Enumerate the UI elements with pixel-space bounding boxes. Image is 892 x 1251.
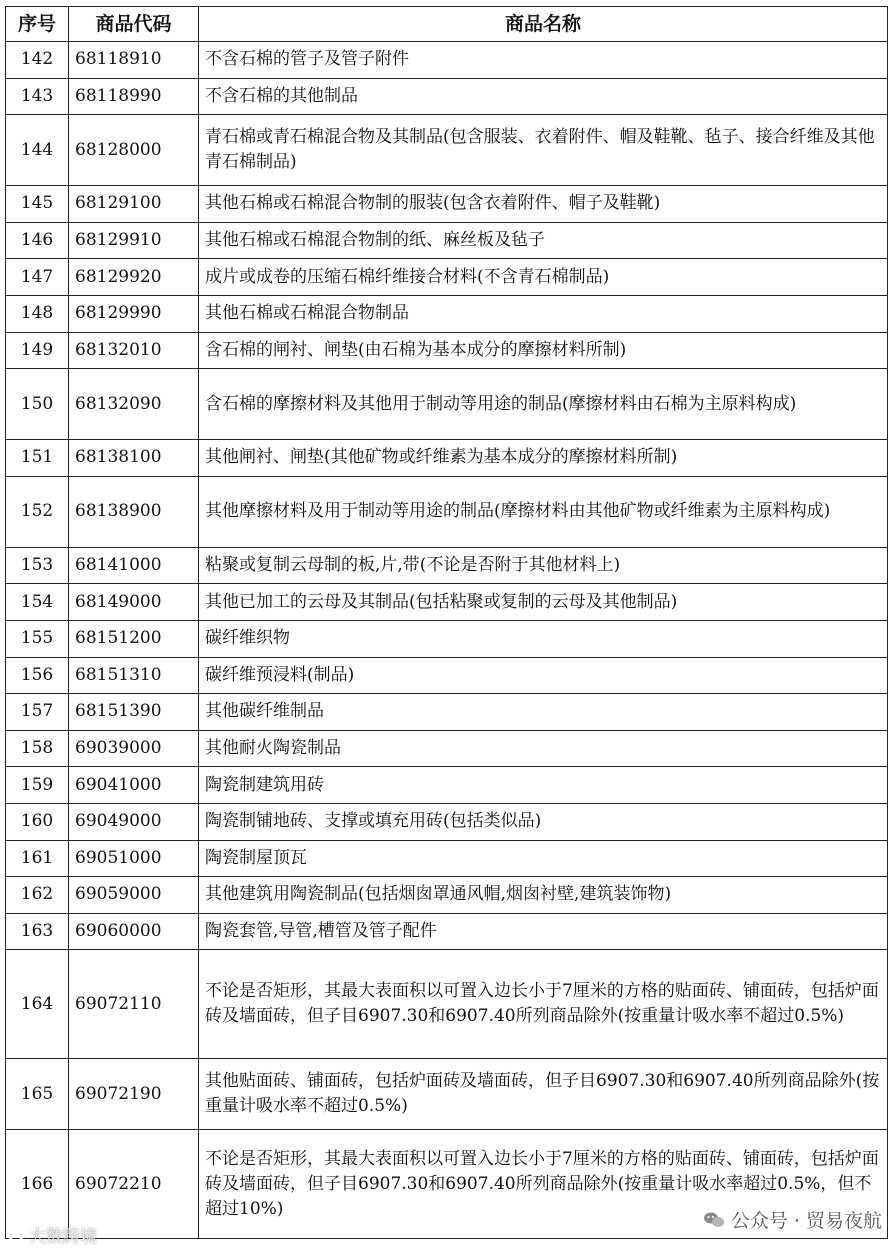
- row-code: 68118990: [69, 78, 199, 115]
- header-seq: 序号: [6, 7, 69, 42]
- row-name: 不论是否矩形，其最大表面积以可置入边长小于7厘米的方格的贴面砖、铺面砖，包括炉面砖及墙面砖，但子目6907.30和6907.40所列商品除外(按重量计吸水率超过0.5%，但不超过10%): [199, 1130, 888, 1239]
- watermark-right-text: 公众号 · 贸易夜航: [730, 1210, 882, 1232]
- row-seq: 163: [6, 913, 69, 950]
- row-code: 69072190: [69, 1059, 199, 1130]
- row-seq: 158: [6, 730, 69, 767]
- table-row: [6, 767, 888, 804]
- table-row: [6, 1059, 888, 1130]
- row-code: 68151390: [69, 694, 199, 731]
- row-seq: 144: [6, 115, 69, 186]
- watermark-right: [703, 1206, 882, 1233]
- row-code: 69060000: [69, 913, 199, 950]
- table-row: [6, 950, 888, 1059]
- row-name: 其他建筑用陶瓷制品(包括烟囱罩通风帽,烟囱衬壁,建筑装饰物): [199, 877, 888, 914]
- row-code: 68138900: [69, 476, 199, 547]
- row-name: 陶瓷套管,导管,槽管及管子配件: [199, 913, 888, 950]
- table-row: [6, 730, 888, 767]
- table-row: [6, 115, 888, 186]
- row-code: 68132010: [69, 332, 199, 369]
- row-code: 68151310: [69, 657, 199, 694]
- table-row: [6, 913, 888, 950]
- row-name: 不含石棉的管子及管子附件: [199, 42, 888, 79]
- row-seq: 149: [6, 332, 69, 369]
- row-seq: 166: [6, 1130, 69, 1239]
- table-row: [6, 259, 888, 296]
- row-code: 68129920: [69, 259, 199, 296]
- row-code: 69051000: [69, 840, 199, 877]
- row-name: 不含石棉的其他制品: [199, 78, 888, 115]
- row-seq: 142: [6, 42, 69, 79]
- row-seq: 160: [6, 803, 69, 840]
- row-seq: 165: [6, 1059, 69, 1130]
- table-row: [6, 584, 888, 621]
- row-name: 其他石棉或石棉混合物制的服装(包含衣着附件、帽子及鞋靴): [199, 186, 888, 223]
- row-seq: 161: [6, 840, 69, 877]
- row-seq: 145: [6, 186, 69, 223]
- row-name: 含石棉的闸衬、闸垫(由石棉为基本成分的摩擦材料所制): [199, 332, 888, 369]
- row-seq: 153: [6, 547, 69, 584]
- table-row: [6, 186, 888, 223]
- row-seq: 157: [6, 694, 69, 731]
- row-code: 68141000: [69, 547, 199, 584]
- table-row: [6, 803, 888, 840]
- row-name: 陶瓷制屋顶瓦: [199, 840, 888, 877]
- row-code: 69072210: [69, 1130, 199, 1239]
- row-name: 粘聚或复制云母制的板,片,带(不论是否附于其他材料上): [199, 547, 888, 584]
- row-name: 陶瓷制铺地砖、支撑或填充用砖(包括类似品): [199, 803, 888, 840]
- row-seq: 143: [6, 78, 69, 115]
- row-code: 68151200: [69, 620, 199, 657]
- chat-bubble-icon: [6, 1226, 26, 1244]
- row-name: 碳纤维织物: [199, 620, 888, 657]
- table-row: [6, 840, 888, 877]
- row-name: 其他已加工的云母及其制品(包括粘聚或复制的云母及其他制品): [199, 584, 888, 621]
- row-code: 69072110: [69, 950, 199, 1059]
- row-name: 成片或成卷的压缩石棉纤维接合材料(不含青石棉制品): [199, 259, 888, 296]
- table-header-row: [6, 7, 888, 42]
- table-row: [6, 694, 888, 731]
- row-code: 69049000: [69, 803, 199, 840]
- row-name: 青石棉或青石棉混合物及其制品(包含服装、衣着附件、帽及鞋靴、毡子、接合纤维及其他青石棉制品): [199, 115, 888, 186]
- table-row: [6, 222, 888, 259]
- row-code: 69041000: [69, 767, 199, 804]
- row-code: 68132090: [69, 369, 199, 440]
- table-row: [6, 295, 888, 332]
- table-row: [6, 42, 888, 79]
- row-seq: 147: [6, 259, 69, 296]
- row-name: 其他石棉或石棉混合物制的纸、麻丝板及毡子: [199, 222, 888, 259]
- row-code: 69039000: [69, 730, 199, 767]
- row-seq: 151: [6, 440, 69, 477]
- row-seq: 150: [6, 369, 69, 440]
- table-row: [6, 620, 888, 657]
- row-seq: 155: [6, 620, 69, 657]
- row-name: 陶瓷制建筑用砖: [199, 767, 888, 804]
- row-code: 68129910: [69, 222, 199, 259]
- goods-table: [5, 6, 888, 1239]
- row-code: 68129990: [69, 295, 199, 332]
- watermark-left-text: 大数跨境: [29, 1227, 97, 1247]
- row-seq: 154: [6, 584, 69, 621]
- row-code: 69059000: [69, 877, 199, 914]
- row-seq: 148: [6, 295, 69, 332]
- table-row: [6, 78, 888, 115]
- row-code: 68129100: [69, 186, 199, 223]
- row-name: 含石棉的摩擦材料及其他用于制动等用途的制品(摩擦材料由石棉为主原料构成): [199, 369, 888, 440]
- table-row: [6, 877, 888, 914]
- table-row: [6, 547, 888, 584]
- row-code: 68138100: [69, 440, 199, 477]
- row-name: 其他碳纤维制品: [199, 694, 888, 731]
- row-seq: 162: [6, 877, 69, 914]
- table-row: [6, 476, 888, 547]
- row-seq: 146: [6, 222, 69, 259]
- table-row: [6, 657, 888, 694]
- row-seq: 164: [6, 950, 69, 1059]
- header-code: 商品代码: [69, 7, 199, 42]
- row-name: 其他闸衬、闸垫(其他矿物或纤维素为基本成分的摩擦材料所制): [199, 440, 888, 477]
- row-name: 其他摩擦材料及用于制动等用途的制品(摩擦材料由其他矿物或纤维素为主原料构成): [199, 476, 888, 547]
- row-name: 其他贴面砖、铺面砖，包括炉面砖及墙面砖，但子目6907.30和6907.40所列商品除外(按重量计吸水率不超过0.5%): [199, 1059, 888, 1130]
- row-name: 其他耐火陶瓷制品: [199, 730, 888, 767]
- table-row: [6, 332, 888, 369]
- row-code: 68128000: [69, 115, 199, 186]
- row-name: 其他石棉或石棉混合物制品: [199, 295, 888, 332]
- row-code: 68149000: [69, 584, 199, 621]
- row-name: 不论是否矩形，其最大表面积以可置入边长小于7厘米的方格的贴面砖、铺面砖，包括炉面砖及墙面砖，但子目6907.30和6907.40所列商品除外(按重量计吸水率不超过0.5%): [199, 950, 888, 1059]
- row-seq: 159: [6, 767, 69, 804]
- table-row: [6, 369, 888, 440]
- row-seq: 156: [6, 657, 69, 694]
- row-code: 68118910: [69, 42, 199, 79]
- table-row: [6, 440, 888, 477]
- wechat-icon: [703, 1211, 725, 1229]
- header-name: 商品名称: [199, 7, 888, 42]
- row-name: 碳纤维预浸料(制品): [199, 657, 888, 694]
- watermark-left: [6, 1222, 97, 1247]
- row-seq: 152: [6, 476, 69, 547]
